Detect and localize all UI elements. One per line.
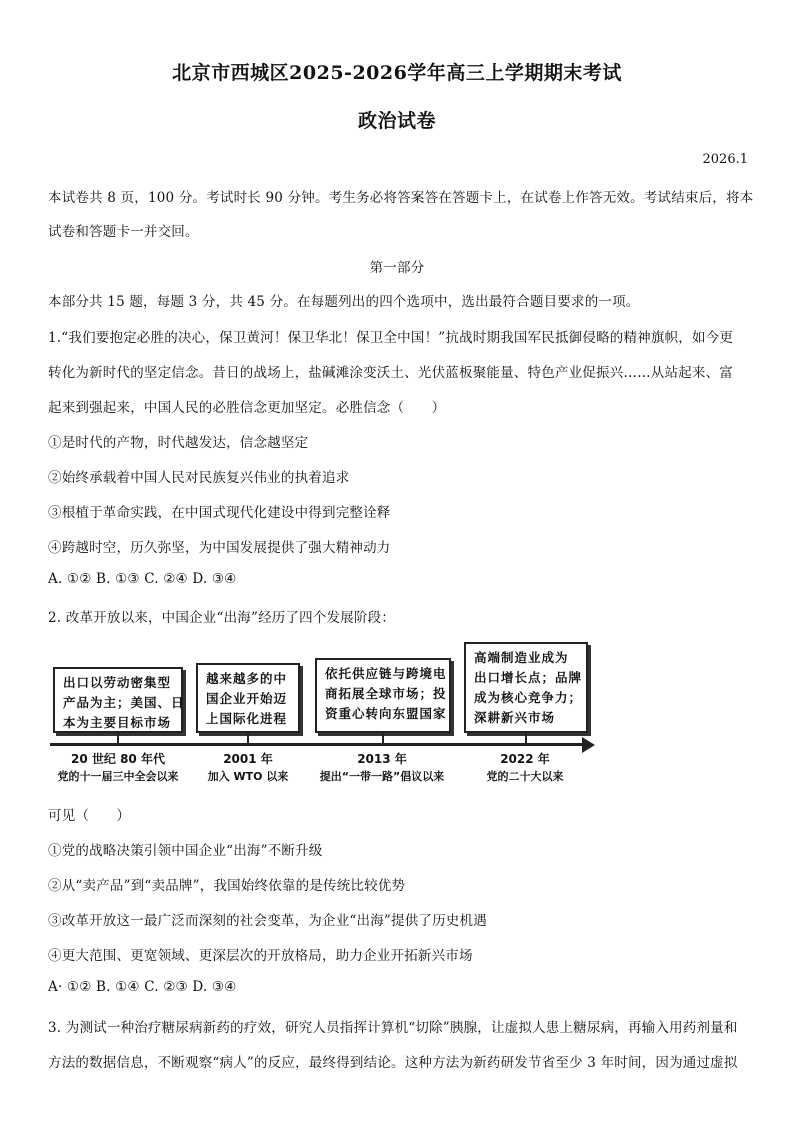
- timeline-box-text: 越来越多的中: [206, 671, 288, 686]
- timeline-box-text: 出口以劳动密集型: [63, 675, 172, 690]
- q3-stem-line-1: 3. 为测试一种治疗糖尿病新药的疗效，研究人员指挥计算机“切除”胰腺，让虚拟人患上糖尿病，再输入用药剂量和: [48, 1020, 738, 1036]
- q2-option-3: ③改革开放这一最广泛而深刻的社会变革，为企业“出海”提供了历史机遇: [48, 913, 487, 929]
- intro-line-1: 本试卷共 8 页，100 分。考试时长 90 分钟。考生务必将答案答在答题卡上，在试卷上作答无效。考试结束后，将本: [48, 190, 754, 206]
- timeline-box-text: 成为核心竞争力；: [474, 690, 583, 705]
- timeline-connector: [382, 733, 384, 743]
- q1-stem-line-2: 转化为新时代的坚定信念。昔日的战场上，盐碱滩涂变沃土、光伏蓝板聚能量、特色产业促振兴……从站起来、富: [48, 365, 733, 381]
- q2-option-4: ④更大范围、更宽领域、更深层次的开放格局，助力企业开拓新兴市场: [48, 948, 473, 964]
- q1-option-4: ④跨越时空，历久弥坚，为中国发展提供了强大精神动力: [48, 540, 391, 556]
- timeline-arrow-icon: [582, 737, 595, 753]
- timeline-year: 2013 年: [357, 752, 407, 766]
- timeline-stage-box: [464, 642, 588, 733]
- timeline-box-text: 商拓展全球市场；投: [325, 686, 447, 701]
- timeline-year: 20 世纪 80 年代: [71, 752, 165, 766]
- q3-stem-line-2: 方法的数据信息，不断观察“病人”的反应，最终得到结论。这种方法为新药研发节省至少 3 年时间，因为通过虚拟: [48, 1055, 738, 1071]
- exam-title: 北京市西城区2025-2026学年高三上学期期末考试: [172, 62, 622, 84]
- q1-stem-line-3: 起来到强起来，中国人民的必胜信念更加坚定。必胜信念（ ）: [48, 400, 446, 416]
- q1-option-3: ③根植于革命实践，在中国式现代化建设中得到完整诠释: [48, 505, 391, 521]
- timeline-label: 党的二十大以来: [486, 770, 564, 783]
- timeline-label: 加入 WTO 以来: [207, 770, 289, 783]
- timeline-box-text: 资重心转向东盟国家: [325, 706, 447, 721]
- part-instruction: 本部分共 15 题，每题 3 分，共 45 分。在每题列出的四个选项中，选出最符合题目要求的一项。: [48, 294, 640, 310]
- timeline-box-text: 上国际化进程: [206, 711, 288, 726]
- timeline-box-text: 产品为主；美国、日: [63, 695, 185, 710]
- timeline-connector: [525, 733, 527, 743]
- timeline-box-text: 本为主要目标市场: [63, 715, 172, 730]
- exam-date: 2026.1: [702, 152, 748, 167]
- q1-stem-line-1: 1.“我们要抱定必胜的决心，保卫黄河！保卫华北！保卫全中国！”抗战时期我国军民抵御侵略的精神旗帜，如今更: [48, 330, 734, 346]
- q1-option-1: ①是时代的产物，时代越发达，信念越坚定: [48, 435, 309, 451]
- timeline-box-text: 高端制造业成为: [474, 650, 569, 665]
- timeline-box-text: 深耕新兴市场: [474, 710, 556, 725]
- timeline-connector: [117, 733, 119, 743]
- timeline-year: 2001 年: [223, 752, 273, 766]
- q2-lead: 可见（ ）: [48, 808, 131, 824]
- part-heading: 第一部分: [369, 260, 425, 276]
- q1-answer-choices: A. ①② B. ①③ C. ②④ D. ③④: [48, 571, 237, 587]
- timeline-label: 提出“一带一路”倡议以来: [319, 770, 445, 783]
- timeline-stage-box: [196, 663, 300, 733]
- timeline-box-text: 国企业开始迈: [206, 691, 288, 706]
- q2-stem: 2. 改革开放以来，中国企业“出海”经历了四个发展阶段：: [48, 610, 396, 626]
- q2-answer-choices: A· ①② B. ①④ C. ②③ D. ③④: [48, 979, 237, 995]
- q1-option-2: ②始终承载着中国人民对民族复兴伟业的执着追求: [48, 470, 350, 486]
- q2-option-1: ①党的战略决策引领中国企业“出海”不断升级: [48, 843, 323, 859]
- timeline-label: 党的十一届三中全会以来: [57, 770, 179, 783]
- q2-option-2: ②从“卖产品”到“卖品牌”，我国始终依靠的是传统比较优势: [48, 878, 406, 894]
- timeline-connector: [247, 733, 249, 743]
- timeline-stage-box: [315, 658, 451, 733]
- intro-line-2: 试卷和答题卡一并交回。: [48, 224, 199, 240]
- timeline-axis: [50, 743, 585, 746]
- timeline-stage-box: [53, 667, 183, 733]
- timeline-year: 2022 年: [500, 752, 550, 766]
- exam-subject: 政治试卷: [357, 110, 436, 132]
- timeline-box-text: 出口增长点；品牌: [474, 670, 583, 685]
- timeline-box-text: 依托供应链与跨境电: [325, 666, 447, 681]
